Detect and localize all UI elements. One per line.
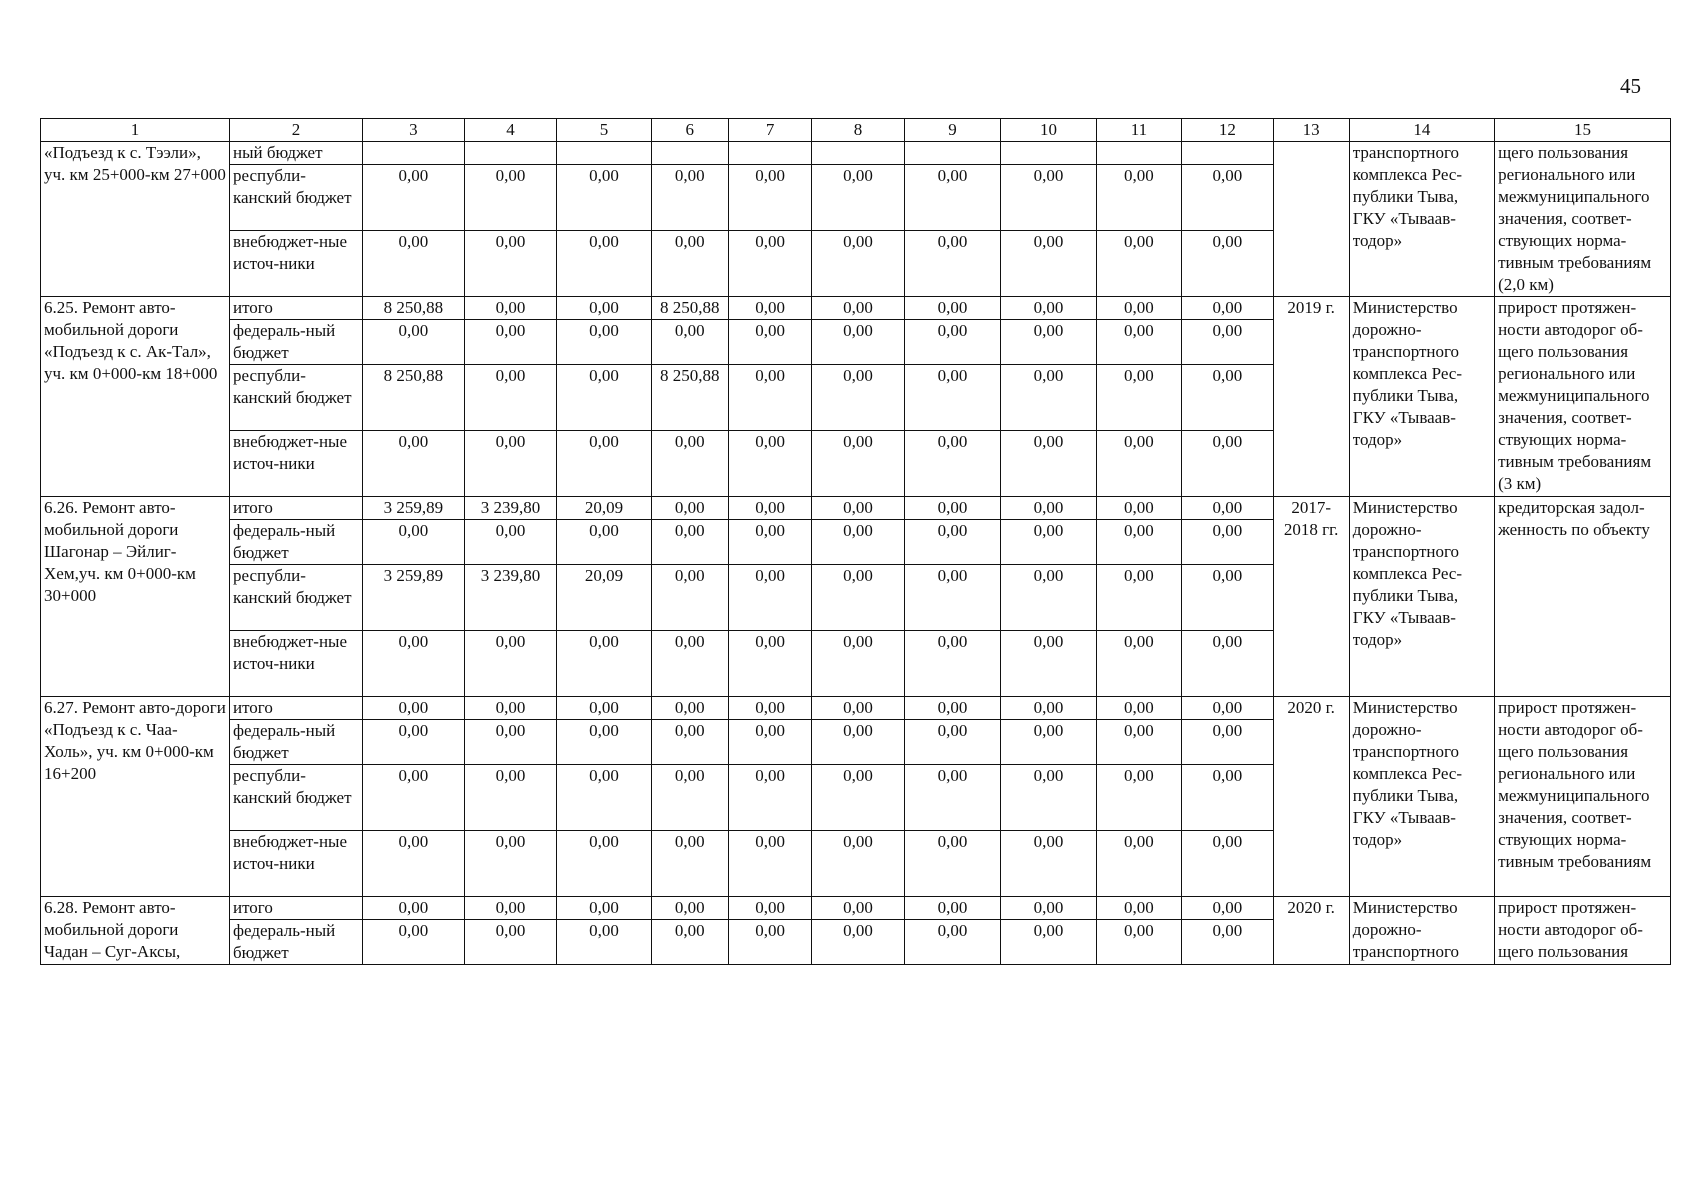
value-cell: 0,00 bbox=[363, 320, 465, 365]
value-cell: 0,00 bbox=[1001, 320, 1097, 365]
value-cell: 0,00 bbox=[557, 765, 652, 831]
value-cell: 0,00 bbox=[728, 565, 811, 631]
value-cell: 0,00 bbox=[1001, 920, 1097, 965]
value-cell: 0,00 bbox=[464, 831, 556, 897]
value-cell: 0,00 bbox=[363, 431, 465, 497]
value-cell: 0,00 bbox=[728, 297, 811, 320]
value-cell: 0,00 bbox=[363, 897, 465, 920]
value-cell: 0,00 bbox=[728, 765, 811, 831]
funding-source-cell: внебюджет-ные источ-ники bbox=[230, 831, 363, 897]
value-cell: 0,00 bbox=[812, 231, 904, 297]
value-cell: 0,00 bbox=[1096, 565, 1181, 631]
funding-source-cell: ный бюджет bbox=[230, 142, 363, 165]
value-cell: 0,00 bbox=[1001, 365, 1097, 431]
value-cell: 0,00 bbox=[464, 920, 556, 965]
value-cell: 0,00 bbox=[1182, 365, 1273, 431]
value-cell: 0,00 bbox=[1001, 631, 1097, 697]
result-cell: прирост протяжен-ности автодорог об-щего пользования bbox=[1495, 897, 1671, 965]
responsible-cell: Министерство дорожно-транспортного комплекса Рес-публики Тыва, ГКУ «Тываав-тодор» bbox=[1349, 697, 1494, 897]
value-cell: 0,00 bbox=[728, 520, 811, 565]
value-cell: 0,00 bbox=[1182, 320, 1273, 365]
value-cell: 0,00 bbox=[1096, 297, 1181, 320]
value-cell: 0,00 bbox=[1001, 520, 1097, 565]
value-cell: 0,00 bbox=[904, 831, 1001, 897]
funding-source-cell: федераль-ный бюджет bbox=[230, 520, 363, 565]
column-header: 14 bbox=[1349, 119, 1494, 142]
value-cell: 0,00 bbox=[1001, 897, 1097, 920]
year-cell: 2017-2018 гг. bbox=[1273, 497, 1349, 697]
value-cell: 0,00 bbox=[363, 720, 465, 765]
value-cell: 0,00 bbox=[1001, 697, 1097, 720]
value-cell: 0,00 bbox=[728, 165, 811, 231]
value-cell: 0,00 bbox=[464, 431, 556, 497]
value-cell: 0,00 bbox=[812, 765, 904, 831]
value-cell: 0,00 bbox=[1182, 897, 1273, 920]
value-cell bbox=[1182, 142, 1273, 165]
value-cell bbox=[557, 142, 652, 165]
value-cell: 0,00 bbox=[904, 165, 1001, 231]
value-cell: 0,00 bbox=[812, 431, 904, 497]
value-cell: 0,00 bbox=[651, 231, 728, 297]
funding-source-cell: итого bbox=[230, 897, 363, 920]
value-cell: 0,00 bbox=[464, 165, 556, 231]
funding-source-cell: итого bbox=[230, 497, 363, 520]
value-cell: 0,00 bbox=[904, 431, 1001, 497]
value-cell: 0,00 bbox=[464, 520, 556, 565]
value-cell: 0,00 bbox=[728, 431, 811, 497]
value-cell: 0,00 bbox=[812, 920, 904, 965]
funding-source-cell: федераль-ный бюджет bbox=[230, 920, 363, 965]
value-cell: 0,00 bbox=[1096, 897, 1181, 920]
value-cell: 0,00 bbox=[812, 697, 904, 720]
value-cell: 0,00 bbox=[464, 897, 556, 920]
value-cell: 0,00 bbox=[1001, 297, 1097, 320]
value-cell: 0,00 bbox=[1001, 497, 1097, 520]
value-cell: 0,00 bbox=[812, 897, 904, 920]
column-header: 9 bbox=[904, 119, 1001, 142]
table-row bbox=[41, 297, 1671, 320]
table-body bbox=[41, 119, 1671, 965]
value-cell: 0,00 bbox=[812, 320, 904, 365]
value-cell: 0,00 bbox=[728, 231, 811, 297]
value-cell: 0,00 bbox=[1182, 920, 1273, 965]
value-cell: 0,00 bbox=[1096, 497, 1181, 520]
value-cell: 0,00 bbox=[464, 720, 556, 765]
value-cell: 0,00 bbox=[904, 631, 1001, 697]
value-cell: 0,00 bbox=[1182, 520, 1273, 565]
value-cell: 0,00 bbox=[651, 720, 728, 765]
year-cell bbox=[1273, 142, 1349, 297]
value-cell: 0,00 bbox=[1096, 320, 1181, 365]
value-cell: 0,00 bbox=[812, 165, 904, 231]
value-cell: 0,00 bbox=[1182, 431, 1273, 497]
value-cell: 0,00 bbox=[1001, 431, 1097, 497]
value-cell: 3 239,80 bbox=[464, 565, 556, 631]
value-cell: 0,00 bbox=[557, 297, 652, 320]
result-cell: прирост протяжен-ности автодорог об-щего пользования регионального или межмуниципального значения, соответ-ствующих норма-тивным требованиям (3 км) bbox=[1495, 297, 1671, 497]
value-cell: 0,00 bbox=[464, 765, 556, 831]
value-cell: 3 259,89 bbox=[363, 497, 465, 520]
value-cell: 0,00 bbox=[904, 520, 1001, 565]
value-cell: 0,00 bbox=[904, 320, 1001, 365]
funding-source-cell: итого bbox=[230, 697, 363, 720]
table-row bbox=[41, 142, 1671, 165]
value-cell: 0,00 bbox=[363, 831, 465, 897]
value-cell: 0,00 bbox=[464, 297, 556, 320]
item-name-cell: 6.28. Ремонт авто-мобильной дороги Чадан – Суг-Аксы, bbox=[41, 897, 230, 965]
responsible-cell: Министерство дорожно-транспортного комплекса Рес-публики Тыва, ГКУ «Тываав-тодор» bbox=[1349, 497, 1494, 697]
value-cell: 0,00 bbox=[904, 497, 1001, 520]
value-cell: 0,00 bbox=[728, 631, 811, 697]
value-cell: 0,00 bbox=[904, 765, 1001, 831]
value-cell: 0,00 bbox=[1182, 497, 1273, 520]
value-cell: 0,00 bbox=[1182, 231, 1273, 297]
value-cell: 0,00 bbox=[1096, 920, 1181, 965]
value-cell: 0,00 bbox=[812, 565, 904, 631]
value-cell: 0,00 bbox=[363, 765, 465, 831]
value-cell: 0,00 bbox=[904, 697, 1001, 720]
value-cell: 0,00 bbox=[1096, 231, 1181, 297]
value-cell: 0,00 bbox=[557, 631, 652, 697]
column-header: 5 bbox=[557, 119, 652, 142]
value-cell: 0,00 bbox=[557, 431, 652, 497]
value-cell: 0,00 bbox=[728, 497, 811, 520]
value-cell: 0,00 bbox=[1182, 720, 1273, 765]
responsible-cell: Министерство дорожно-транспортного комплекса Рес-публики Тыва, ГКУ «Тываав-тодор» bbox=[1349, 297, 1494, 497]
value-cell: 0,00 bbox=[557, 520, 652, 565]
funding-source-cell: внебюджет-ные источ-ники bbox=[230, 231, 363, 297]
item-name-cell: 6.26. Ремонт авто-мобильной дороги Шагонар – Эйлиг-Хем,уч. км 0+000-км 30+000 bbox=[41, 497, 230, 697]
page-number: 45 bbox=[1620, 74, 1641, 98]
column-header: 3 bbox=[363, 119, 465, 142]
value-cell: 0,00 bbox=[651, 431, 728, 497]
value-cell: 0,00 bbox=[728, 365, 811, 431]
value-cell: 0,00 bbox=[557, 920, 652, 965]
value-cell: 8 250,88 bbox=[363, 365, 465, 431]
responsible-cell: Министерство дорожно-транспортного bbox=[1349, 897, 1494, 965]
value-cell: 0,00 bbox=[557, 720, 652, 765]
year-cell: 2020 г. bbox=[1273, 897, 1349, 965]
responsible-cell: транспортного комплекса Рес-публики Тыва, ГКУ «Тываав-тодор» bbox=[1349, 142, 1494, 297]
value-cell: 0,00 bbox=[651, 497, 728, 520]
value-cell: 0,00 bbox=[812, 520, 904, 565]
header-row bbox=[41, 119, 1671, 142]
value-cell: 0,00 bbox=[1096, 365, 1181, 431]
value-cell: 0,00 bbox=[1096, 631, 1181, 697]
value-cell: 3 259,89 bbox=[363, 565, 465, 631]
column-header: 1 bbox=[41, 119, 230, 142]
table-row bbox=[41, 897, 1671, 920]
value-cell bbox=[1096, 142, 1181, 165]
value-cell: 0,00 bbox=[651, 920, 728, 965]
value-cell: 0,00 bbox=[651, 897, 728, 920]
value-cell: 0,00 bbox=[651, 520, 728, 565]
value-cell: 0,00 bbox=[1001, 765, 1097, 831]
value-cell: 0,00 bbox=[363, 520, 465, 565]
column-header: 10 bbox=[1001, 119, 1097, 142]
value-cell: 0,00 bbox=[904, 720, 1001, 765]
value-cell: 0,00 bbox=[1096, 520, 1181, 565]
value-cell: 0,00 bbox=[728, 897, 811, 920]
value-cell: 0,00 bbox=[557, 831, 652, 897]
funding-source-cell: республи-канский бюджет bbox=[230, 765, 363, 831]
funding-source-cell: итого bbox=[230, 297, 363, 320]
value-cell: 3 239,80 bbox=[464, 497, 556, 520]
value-cell: 0,00 bbox=[1182, 765, 1273, 831]
result-cell: щего пользования регионального или межмуниципального значения, соответ-ствующих норма-тивным требованиям (2,0 км) bbox=[1495, 142, 1671, 297]
value-cell: 0,00 bbox=[557, 231, 652, 297]
value-cell: 0,00 bbox=[904, 565, 1001, 631]
value-cell: 0,00 bbox=[904, 365, 1001, 431]
value-cell: 0,00 bbox=[1001, 231, 1097, 297]
value-cell: 0,00 bbox=[557, 897, 652, 920]
value-cell bbox=[728, 142, 811, 165]
value-cell: 0,00 bbox=[904, 231, 1001, 297]
item-name-cell: 6.25. Ремонт авто-мобильной дороги «Подъезд к с. Ак-Тал», уч. км 0+000-км 18+000 bbox=[41, 297, 230, 497]
column-header: 4 bbox=[464, 119, 556, 142]
value-cell: 20,09 bbox=[557, 565, 652, 631]
value-cell: 0,00 bbox=[728, 831, 811, 897]
value-cell bbox=[1001, 142, 1097, 165]
value-cell: 0,00 bbox=[728, 920, 811, 965]
value-cell: 0,00 bbox=[1096, 165, 1181, 231]
value-cell: 0,00 bbox=[1182, 565, 1273, 631]
value-cell: 0,00 bbox=[557, 365, 652, 431]
year-cell: 2019 г. bbox=[1273, 297, 1349, 497]
value-cell: 0,00 bbox=[812, 365, 904, 431]
value-cell: 0,00 bbox=[904, 897, 1001, 920]
item-name-cell: «Подъезд к с. Тээли», уч. км 25+000-км 27+000 bbox=[41, 142, 230, 297]
column-header: 2 bbox=[230, 119, 363, 142]
column-header: 7 bbox=[728, 119, 811, 142]
value-cell: 0,00 bbox=[728, 320, 811, 365]
value-cell: 0,00 bbox=[464, 320, 556, 365]
result-cell: прирост протяжен-ности автодорог об-щего пользования регионального или межмуниципального значения, соответ-ствующих норма-тивным требованиям bbox=[1495, 697, 1671, 897]
funding-source-cell: республи-канский бюджет bbox=[230, 365, 363, 431]
value-cell: 0,00 bbox=[728, 720, 811, 765]
value-cell: 0,00 bbox=[363, 697, 465, 720]
value-cell bbox=[651, 142, 728, 165]
value-cell: 8 250,88 bbox=[363, 297, 465, 320]
value-cell: 0,00 bbox=[904, 920, 1001, 965]
value-cell: 0,00 bbox=[1182, 831, 1273, 897]
value-cell bbox=[904, 142, 1001, 165]
column-header: 12 bbox=[1182, 119, 1273, 142]
value-cell: 0,00 bbox=[1182, 697, 1273, 720]
value-cell: 0,00 bbox=[812, 720, 904, 765]
value-cell: 0,00 bbox=[363, 231, 465, 297]
value-cell: 0,00 bbox=[651, 565, 728, 631]
result-cell: кредиторская задол-женность по объекту bbox=[1495, 497, 1671, 697]
value-cell: 0,00 bbox=[651, 831, 728, 897]
value-cell: 0,00 bbox=[1096, 831, 1181, 897]
funding-source-cell: федераль-ный бюджет bbox=[230, 320, 363, 365]
value-cell: 0,00 bbox=[1001, 720, 1097, 765]
column-header: 13 bbox=[1273, 119, 1349, 142]
value-cell: 0,00 bbox=[1096, 697, 1181, 720]
funding-source-cell: внебюджет-ные источ-ники bbox=[230, 631, 363, 697]
value-cell bbox=[363, 142, 465, 165]
value-cell: 0,00 bbox=[557, 165, 652, 231]
value-cell: 0,00 bbox=[812, 497, 904, 520]
value-cell: 0,00 bbox=[651, 165, 728, 231]
column-header: 6 bbox=[651, 119, 728, 142]
value-cell: 0,00 bbox=[651, 697, 728, 720]
value-cell: 0,00 bbox=[1096, 431, 1181, 497]
value-cell: 0,00 bbox=[1001, 565, 1097, 631]
value-cell: 0,00 bbox=[1182, 631, 1273, 697]
column-header: 11 bbox=[1096, 119, 1181, 142]
year-cell: 2020 г. bbox=[1273, 697, 1349, 897]
value-cell: 0,00 bbox=[464, 231, 556, 297]
value-cell: 0,00 bbox=[651, 320, 728, 365]
budget-table bbox=[40, 118, 1671, 965]
funding-source-cell: республи-канский бюджет bbox=[230, 165, 363, 231]
value-cell: 0,00 bbox=[812, 831, 904, 897]
value-cell: 0,00 bbox=[651, 765, 728, 831]
funding-source-cell: внебюджет-ные источ-ники bbox=[230, 431, 363, 497]
value-cell: 0,00 bbox=[464, 631, 556, 697]
funding-source-cell: республи-канский бюджет bbox=[230, 565, 363, 631]
value-cell: 0,00 bbox=[812, 631, 904, 697]
value-cell: 0,00 bbox=[1001, 165, 1097, 231]
table-row bbox=[41, 697, 1671, 720]
value-cell: 0,00 bbox=[812, 297, 904, 320]
value-cell: 0,00 bbox=[1182, 297, 1273, 320]
value-cell: 0,00 bbox=[363, 165, 465, 231]
value-cell: 0,00 bbox=[464, 697, 556, 720]
value-cell: 8 250,88 bbox=[651, 297, 728, 320]
value-cell: 0,00 bbox=[728, 697, 811, 720]
table-row bbox=[41, 497, 1671, 520]
item-name-cell: 6.27. Ремонт авто-дороги «Подъезд к с. Чаа-Холь», уч. км 0+000-км 16+200 bbox=[41, 697, 230, 897]
value-cell bbox=[812, 142, 904, 165]
value-cell: 0,00 bbox=[1096, 765, 1181, 831]
value-cell: 0,00 bbox=[1001, 831, 1097, 897]
value-cell: 0,00 bbox=[464, 365, 556, 431]
column-header: 8 bbox=[812, 119, 904, 142]
value-cell: 0,00 bbox=[1182, 165, 1273, 231]
value-cell: 8 250,88 bbox=[651, 365, 728, 431]
value-cell: 20,09 bbox=[557, 497, 652, 520]
value-cell: 0,00 bbox=[557, 697, 652, 720]
value-cell: 0,00 bbox=[1096, 720, 1181, 765]
value-cell: 0,00 bbox=[363, 631, 465, 697]
funding-source-cell: федераль-ный бюджет bbox=[230, 720, 363, 765]
value-cell bbox=[464, 142, 556, 165]
value-cell: 0,00 bbox=[904, 297, 1001, 320]
column-header: 15 bbox=[1495, 119, 1671, 142]
value-cell: 0,00 bbox=[651, 631, 728, 697]
value-cell: 0,00 bbox=[557, 320, 652, 365]
value-cell: 0,00 bbox=[363, 920, 465, 965]
